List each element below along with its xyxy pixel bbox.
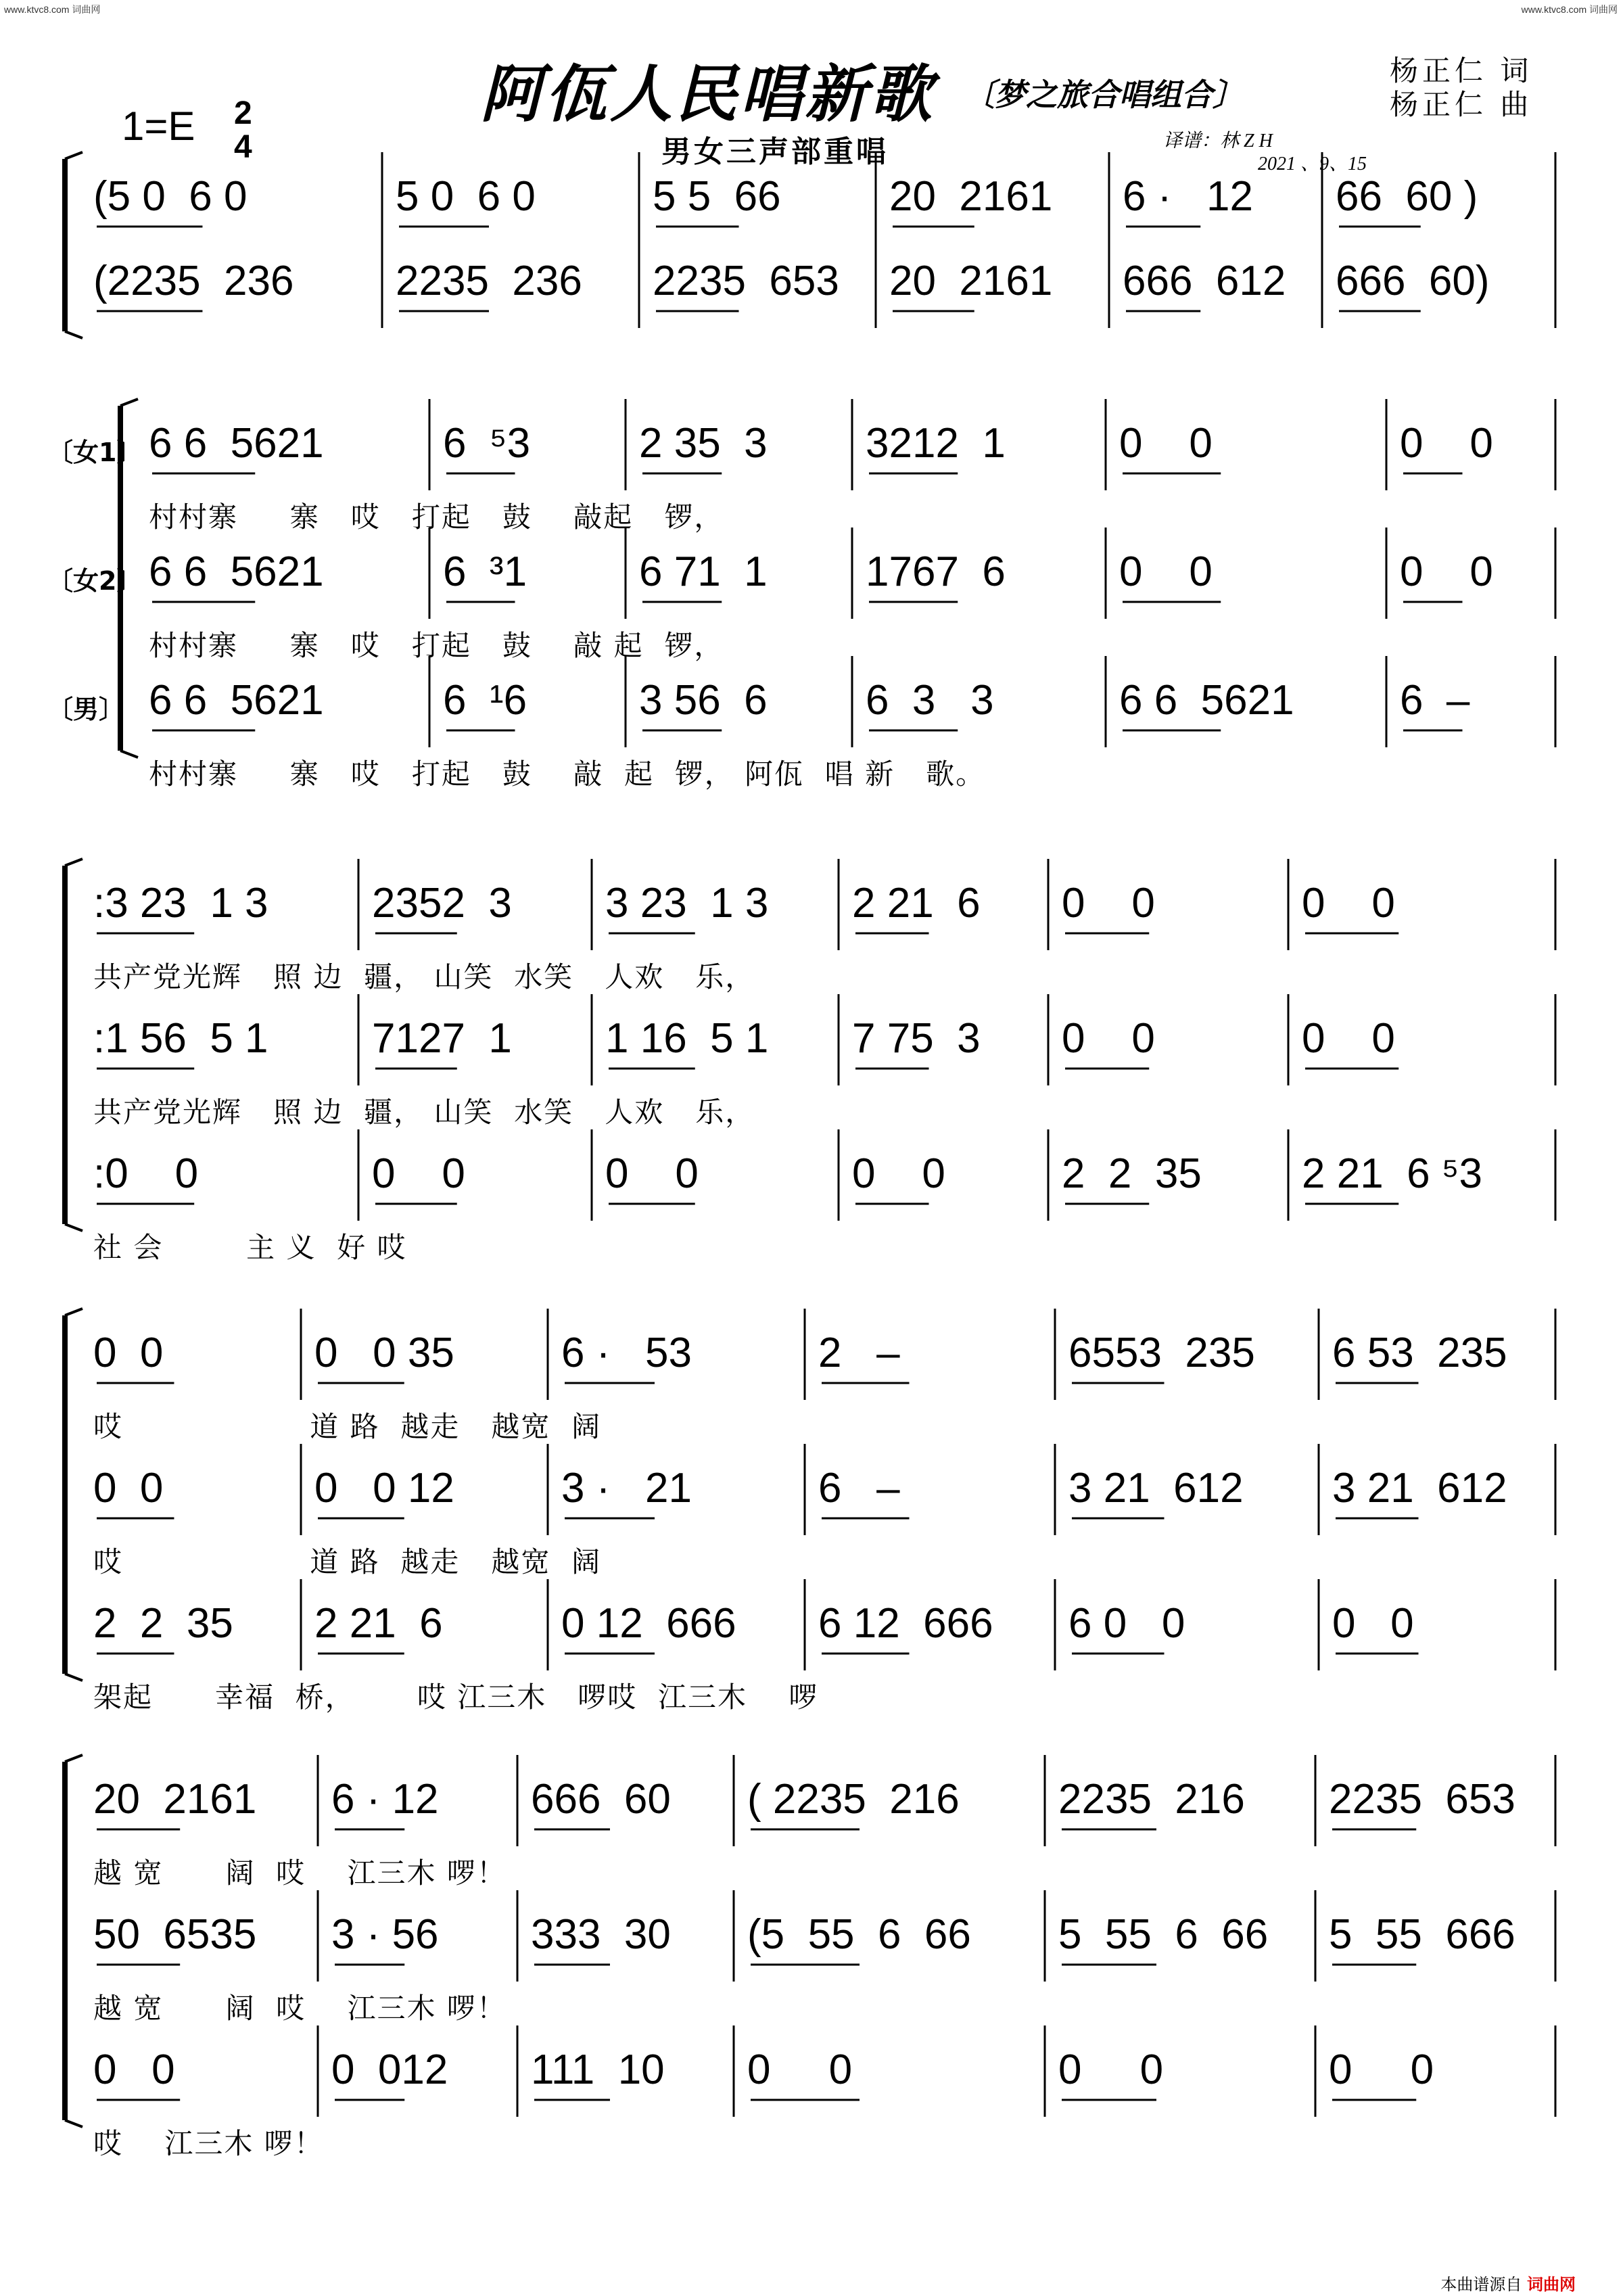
measure: 3 · 56 xyxy=(331,1911,439,1958)
measure: 0 012 xyxy=(331,2046,448,2093)
measure: 6 · 12 xyxy=(1123,173,1253,220)
watermark-right: www.ktvc8.com 词曲网 xyxy=(1521,4,1618,15)
lyrics-line: 村村寨 寨 哎 打起 鼓 敲 起 锣， xyxy=(149,629,724,662)
transcriber-credit: 译谱：林 Z H xyxy=(1163,131,1273,151)
measure: 6 53 235 xyxy=(1332,1330,1507,1376)
measure: 6 6 5621 xyxy=(149,548,324,595)
measure: 0 0 xyxy=(372,1150,465,1197)
measure: 0 0 xyxy=(1062,1015,1155,1062)
measure: 2235 653 xyxy=(653,258,839,304)
system-bracket-hook-bottom xyxy=(65,1674,83,1681)
song-title: 阿佤人民唱新歌 xyxy=(480,58,935,131)
arrangement-subtitle: 男女三声部重唱 xyxy=(661,135,889,169)
footer-source xyxy=(1440,2271,1576,2295)
system-bracket-hook-bottom xyxy=(65,331,83,338)
measure: 6 · 53 xyxy=(561,1330,692,1376)
key-signature: 1=E xyxy=(122,103,195,149)
measure: 0 0 xyxy=(1400,548,1493,595)
measure: :3 23 1 3 xyxy=(93,880,268,927)
performer-group: 〔梦之旅合唱组合〕 xyxy=(964,76,1244,113)
measure: 666 60 xyxy=(531,1776,671,1823)
measure: 0 12 666 xyxy=(561,1600,736,1647)
measure: (2235 236 xyxy=(93,258,294,304)
measure: ( 2235 216 xyxy=(747,1776,960,1823)
measure: 0 0 xyxy=(747,2046,853,2093)
measure: 2 21 6 xyxy=(852,880,981,927)
measure: 666 612 xyxy=(1123,258,1286,304)
system-bracket-hook-top xyxy=(65,1309,83,1315)
system-bracket-hook-top xyxy=(120,399,138,406)
measure: 5 0 6 0 xyxy=(396,173,536,220)
measure: 3 56 6 xyxy=(639,677,768,724)
measure: 3212 1 xyxy=(866,420,1006,467)
measure: 0 0 xyxy=(852,1150,945,1197)
measure: 6 6 5621 xyxy=(149,420,324,467)
system-bracket-hook-bottom xyxy=(120,751,138,757)
measure: :0 0 xyxy=(93,1150,199,1197)
lyrics-line: 哎 道 路 越走 越宽 阔 xyxy=(93,1410,602,1443)
measure: 7127 1 xyxy=(372,1015,512,1062)
measure: 2 21 6 ⁵3 xyxy=(1302,1150,1483,1197)
measure: 66 60 ) xyxy=(1336,173,1478,220)
measure: 6 ⁵3 xyxy=(443,420,531,467)
footer-site: 词曲网 xyxy=(1527,2275,1576,2294)
footer-source-text: 本曲谱源自 xyxy=(1440,2275,1522,2294)
measure: 6 · 12 xyxy=(331,1776,439,1823)
measure: 1 16 5 1 xyxy=(605,1015,769,1062)
measure: 6 6 5621 xyxy=(1119,677,1294,724)
measure: 5 55 666 xyxy=(1329,1911,1515,1958)
measure: 2235 236 xyxy=(396,258,582,304)
measure: 6 12 666 xyxy=(818,1600,993,1647)
measure: 2 35 3 xyxy=(639,420,768,467)
measure: 2 21 6 xyxy=(314,1600,443,1647)
composer-credit: 杨正仁 曲 xyxy=(1390,88,1533,121)
measure: 6 3 3 xyxy=(866,677,994,724)
measure: 0 0 xyxy=(1329,2046,1434,2093)
system-bracket-hook-top xyxy=(65,1755,83,1762)
transcribe-date: 2021 、9、15 xyxy=(1258,154,1367,174)
system-bracket-hook-bottom xyxy=(65,1224,83,1231)
lyrics-line: 架起 幸福 桥， 哎 江三木 啰哎 江三木 啰 xyxy=(93,1681,819,1714)
lyrics-line: 哎 道 路 越走 越宽 阔 xyxy=(93,1545,602,1578)
measure: 0 0 xyxy=(1062,880,1155,927)
measure: 6 ³1 xyxy=(443,548,527,595)
lyrics-line: 共产党光辉 照 边 疆， 山笑 水笑 人欢 乐， xyxy=(93,960,755,993)
measure: 0 0 xyxy=(1302,1015,1395,1062)
measure: 2 2 35 xyxy=(93,1600,233,1647)
part-label: 〔女2〕 xyxy=(47,566,143,596)
lyrics-line: 村村寨 寨 哎 打起 鼓 敲 起 锣， 阿佤 唱 新 歌。 xyxy=(149,757,986,791)
measure: 0 0 xyxy=(1400,420,1493,467)
measure: 6 6 5621 xyxy=(149,677,324,724)
measure: 0 0 xyxy=(1332,1600,1414,1647)
measure: 0 0 xyxy=(1058,2046,1164,2093)
measure: 2 – xyxy=(818,1330,900,1376)
lyricist-credit: 杨正仁 词 xyxy=(1390,54,1533,87)
measure: 2352 3 xyxy=(372,880,512,927)
measure: 50 6535 xyxy=(93,1911,257,1958)
measure: 0 0 xyxy=(93,1330,164,1376)
measure: :1 56 5 1 xyxy=(93,1015,268,1062)
measure: 333 30 xyxy=(531,1911,671,1958)
watermark-left: www.ktvc8.com 词曲网 xyxy=(4,4,101,15)
measure: 0 0 35 xyxy=(314,1330,454,1376)
measure: 666 60) xyxy=(1336,258,1490,304)
measure: 2 2 35 xyxy=(1062,1150,1202,1197)
measure: (5 55 6 66 xyxy=(747,1911,971,1958)
part-label: 〔女1〕 xyxy=(47,438,143,467)
measure: 0 0 xyxy=(93,1465,164,1512)
measure: 0 0 xyxy=(93,2046,175,2093)
measure: 0 0 xyxy=(1302,880,1395,927)
lyrics-line: 社 会 主 义 好 哎 xyxy=(93,1231,407,1264)
measure: 1767 6 xyxy=(866,548,1006,595)
measure: 6 – xyxy=(818,1465,900,1512)
time-signature-denominator: 4 xyxy=(234,129,252,165)
measure: 3 21 612 xyxy=(1332,1465,1507,1512)
measure: 3 23 1 3 xyxy=(605,880,769,927)
measure: 3 · 21 xyxy=(561,1465,692,1512)
lyrics-line: 越 宽 阔 哎 江三木 啰！ xyxy=(93,1992,507,2025)
measure: 6 – xyxy=(1400,677,1470,724)
lyrics-line: 共产党光辉 照 边 疆， 山笑 水笑 人欢 乐， xyxy=(93,1096,755,1129)
lyrics-line: 哎 江三木 啰！ xyxy=(93,2127,324,2160)
measure: (5 0 6 0 xyxy=(93,173,248,220)
measure: 6 0 0 xyxy=(1068,1600,1185,1647)
system-bracket-hook-top xyxy=(65,152,83,159)
system-bracket-hook-bottom xyxy=(65,2120,83,2127)
measure: 6 ¹6 xyxy=(443,677,527,724)
lyrics-line: 越 宽 阔 哎 江三木 啰！ xyxy=(93,1856,507,1890)
measure: 2235 653 xyxy=(1329,1776,1515,1823)
measure: 6553 235 xyxy=(1068,1330,1255,1376)
measure: 5 5 66 xyxy=(653,173,781,220)
part-label: 〔男〕 xyxy=(47,695,125,724)
lyrics-line: 村村寨 寨 哎 打起 鼓 敲起 锣， xyxy=(149,500,724,534)
measure: 5 55 6 66 xyxy=(1058,1911,1269,1958)
measure: 7 75 3 xyxy=(852,1015,981,1062)
measure: 6 71 1 xyxy=(639,548,768,595)
measure: 0 0 xyxy=(1119,548,1213,595)
measure: 3 21 612 xyxy=(1068,1465,1244,1512)
measure: 111 10 xyxy=(531,2046,665,2093)
measure: 0 0 xyxy=(1119,420,1213,467)
measure: 0 0 xyxy=(605,1150,699,1197)
measure: 20 2161 xyxy=(889,173,1053,220)
measure: 20 2161 xyxy=(93,1776,257,1823)
measure: 0 0 12 xyxy=(314,1465,454,1512)
measure: 2235 216 xyxy=(1058,1776,1245,1823)
system-bracket-hook-top xyxy=(65,859,83,866)
measure: 20 2161 xyxy=(889,258,1053,304)
time-signature-numerator: 2 xyxy=(234,95,252,131)
